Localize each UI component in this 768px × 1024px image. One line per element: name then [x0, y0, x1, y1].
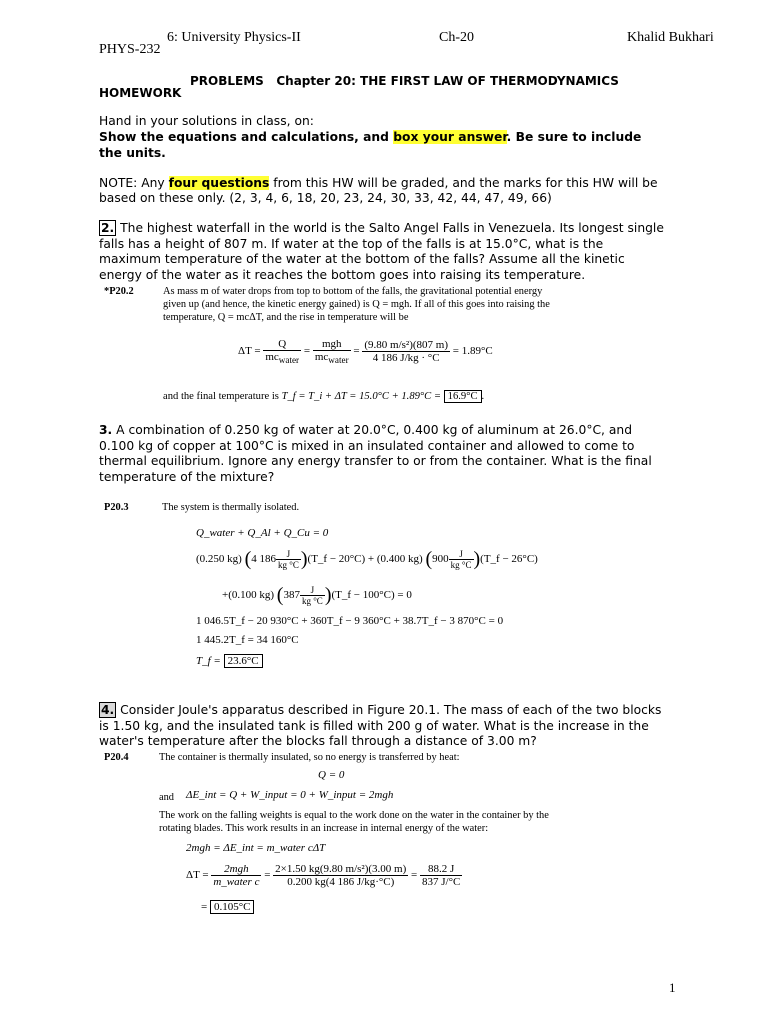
highlight-four-questions: four questions — [168, 176, 270, 190]
note-line-2: based on these only. (2, 3, 4, 6, 18, 20, 23, 24, 30, 33, 42, 44, 47, 49, 66) — [99, 191, 552, 205]
answer-box: 0.105°C — [210, 900, 255, 914]
instructions-line: Hand in your solutions in class, on: — [99, 114, 314, 128]
solution-label: P20.4 — [104, 752, 129, 763]
title-problems: PROBLEMS Chapter 20: THE FIRST LAW OF THERMODYNAMICS — [190, 74, 619, 88]
equation-sum: Q_water + Q_Al + Q_Cu = 0 — [196, 527, 329, 539]
equation-work: 2mgh = ΔE_int = m_water cΔT — [186, 842, 326, 854]
equation-answer: T_f = 23.6°C — [196, 655, 263, 667]
instructions-bold: Show the equations and calculations, and box your answer. Be sure to include — [99, 130, 642, 144]
course-code: PHYS-232 — [99, 42, 161, 57]
equation-simplified: 1 445.2T_f = 34 160°C — [196, 634, 299, 646]
answer-box: 23.6°C — [224, 654, 263, 668]
answer-box: 16.9°C — [444, 390, 482, 403]
title-homework: HOMEWORK — [99, 86, 182, 100]
and-label: and — [159, 792, 175, 803]
equation-answer: = 0.105°C — [201, 901, 254, 913]
question-number: 2. — [101, 221, 115, 235]
solution-text: The system is thermally isolated. — [162, 502, 300, 513]
note-line: NOTE: Any four questions from this HW will be graded, and the marks for this HW will be — [99, 176, 658, 190]
equation-expanded: 1 046.5T_f − 20 930°C + 360T_f − 9 360°C + 38.7T_f − 3 870°C = 0 — [196, 615, 504, 627]
question-number: 3. — [99, 423, 113, 437]
question-number: 4. — [101, 703, 115, 717]
equation-copper: +(0.100 kg) (387 $\frac{J}{kg ^\circ C}$ )(T_f − 100°C) = 0 — [222, 584, 412, 606]
instructions-bold-2: the units. — [99, 146, 166, 160]
solution-text: The work on the falling weights is equal to the work done on the water in the container by the rotating blades. This work results in an increase in internal energy of the water: — [159, 810, 549, 834]
solution-text: The container is thermally insulated, so no energy is transferred by heat: — [159, 752, 460, 763]
page-number: 1 — [669, 980, 676, 995]
solution-text: As mass m of water drops from top to bottom of the falls, the gravitational potential energy given up (and hence, the kinetic energy gained) is Q = mgh. If all of this goes into raising the temperature, Q = mcΔT, and the rise in temperature will be — [163, 286, 550, 323]
equation-balance: (0.250 kg) (4 186 $\frac{J}{kg ^\circ C}$ )(T_f − 20°C) + (0.400 kg) (900 $\frac{J}{kg ^\circ C}$ )(T_f − 26°C) — [196, 548, 538, 570]
equation-q-zero: Q = 0 — [318, 769, 345, 781]
question-2: 2. The highest waterfall in the world is the Salto Angel Falls in Venezuela. Its longest single falls has a height of 807 m. If water at the top of the falls is at 15.0°C, what is the maximum temperature of the water at the bottom of the falls? Assume all the kinetic energy of the water as it reaches the bottom goes into raising its temperature. — [99, 221, 664, 282]
author-name: Khalid Bukhari — [627, 30, 714, 45]
chapter-label: Ch-20 — [439, 30, 474, 45]
course-title: 6: University Physics-II — [167, 30, 301, 45]
question-4: 4. Consider Joule's apparatus described in Figure 20.1. The mass of each of the two blocks is 1.50 kg, and the insulated tank is filled with 200 g of water. What is the increase in the water's temperature after the blocks fall through a distance of 3.00 m? — [99, 703, 662, 749]
final-temperature: and the final temperature is T_f = T_i + ΔT = 15.0°C + 1.89°C = 16.9°C . — [163, 391, 485, 402]
equation-delta-t: ΔT = $\frac{Q}{mc_{water}}$ = $\frac{\text{mgh}}{mc_{water}}$ = $\frac{\text{(9.80 m/s²)(807 m)}}{4 186 J/kg \cdot ^\circ C}$ = 1.89°C — [238, 338, 493, 366]
solution-label: P20.3 — [104, 502, 129, 513]
highlight-box-answer: box your answer — [393, 130, 507, 144]
equation-delta-t: ΔT = $\frac{\text{2mgh}}{\text{m\_water c}}$ = $\frac{\text{2×1.50 kg(9.80 m/s²)(3.00 m)}}{0.200 kg(4 186 J/kg\cdot^\circ C)}$ = $\frac{88.2 J}{837 J/^\circ C}$ — [186, 863, 461, 888]
solution-label: *P20.2 — [104, 286, 134, 297]
equation-energy: ΔE_int = Q + W_input = 0 + W_input = 2mgh — [186, 789, 394, 801]
question-3: 3. A combination of 0.250 kg of water at 20.0°C, 0.400 kg of aluminum at 26.0°C, and 0.100 kg of copper at 100°C is mixed in an insulated container and allowed to come to thermal equilibrium. Ignore any energy transfer to or from the container. What is the final temperature of the mixture? — [99, 423, 652, 484]
